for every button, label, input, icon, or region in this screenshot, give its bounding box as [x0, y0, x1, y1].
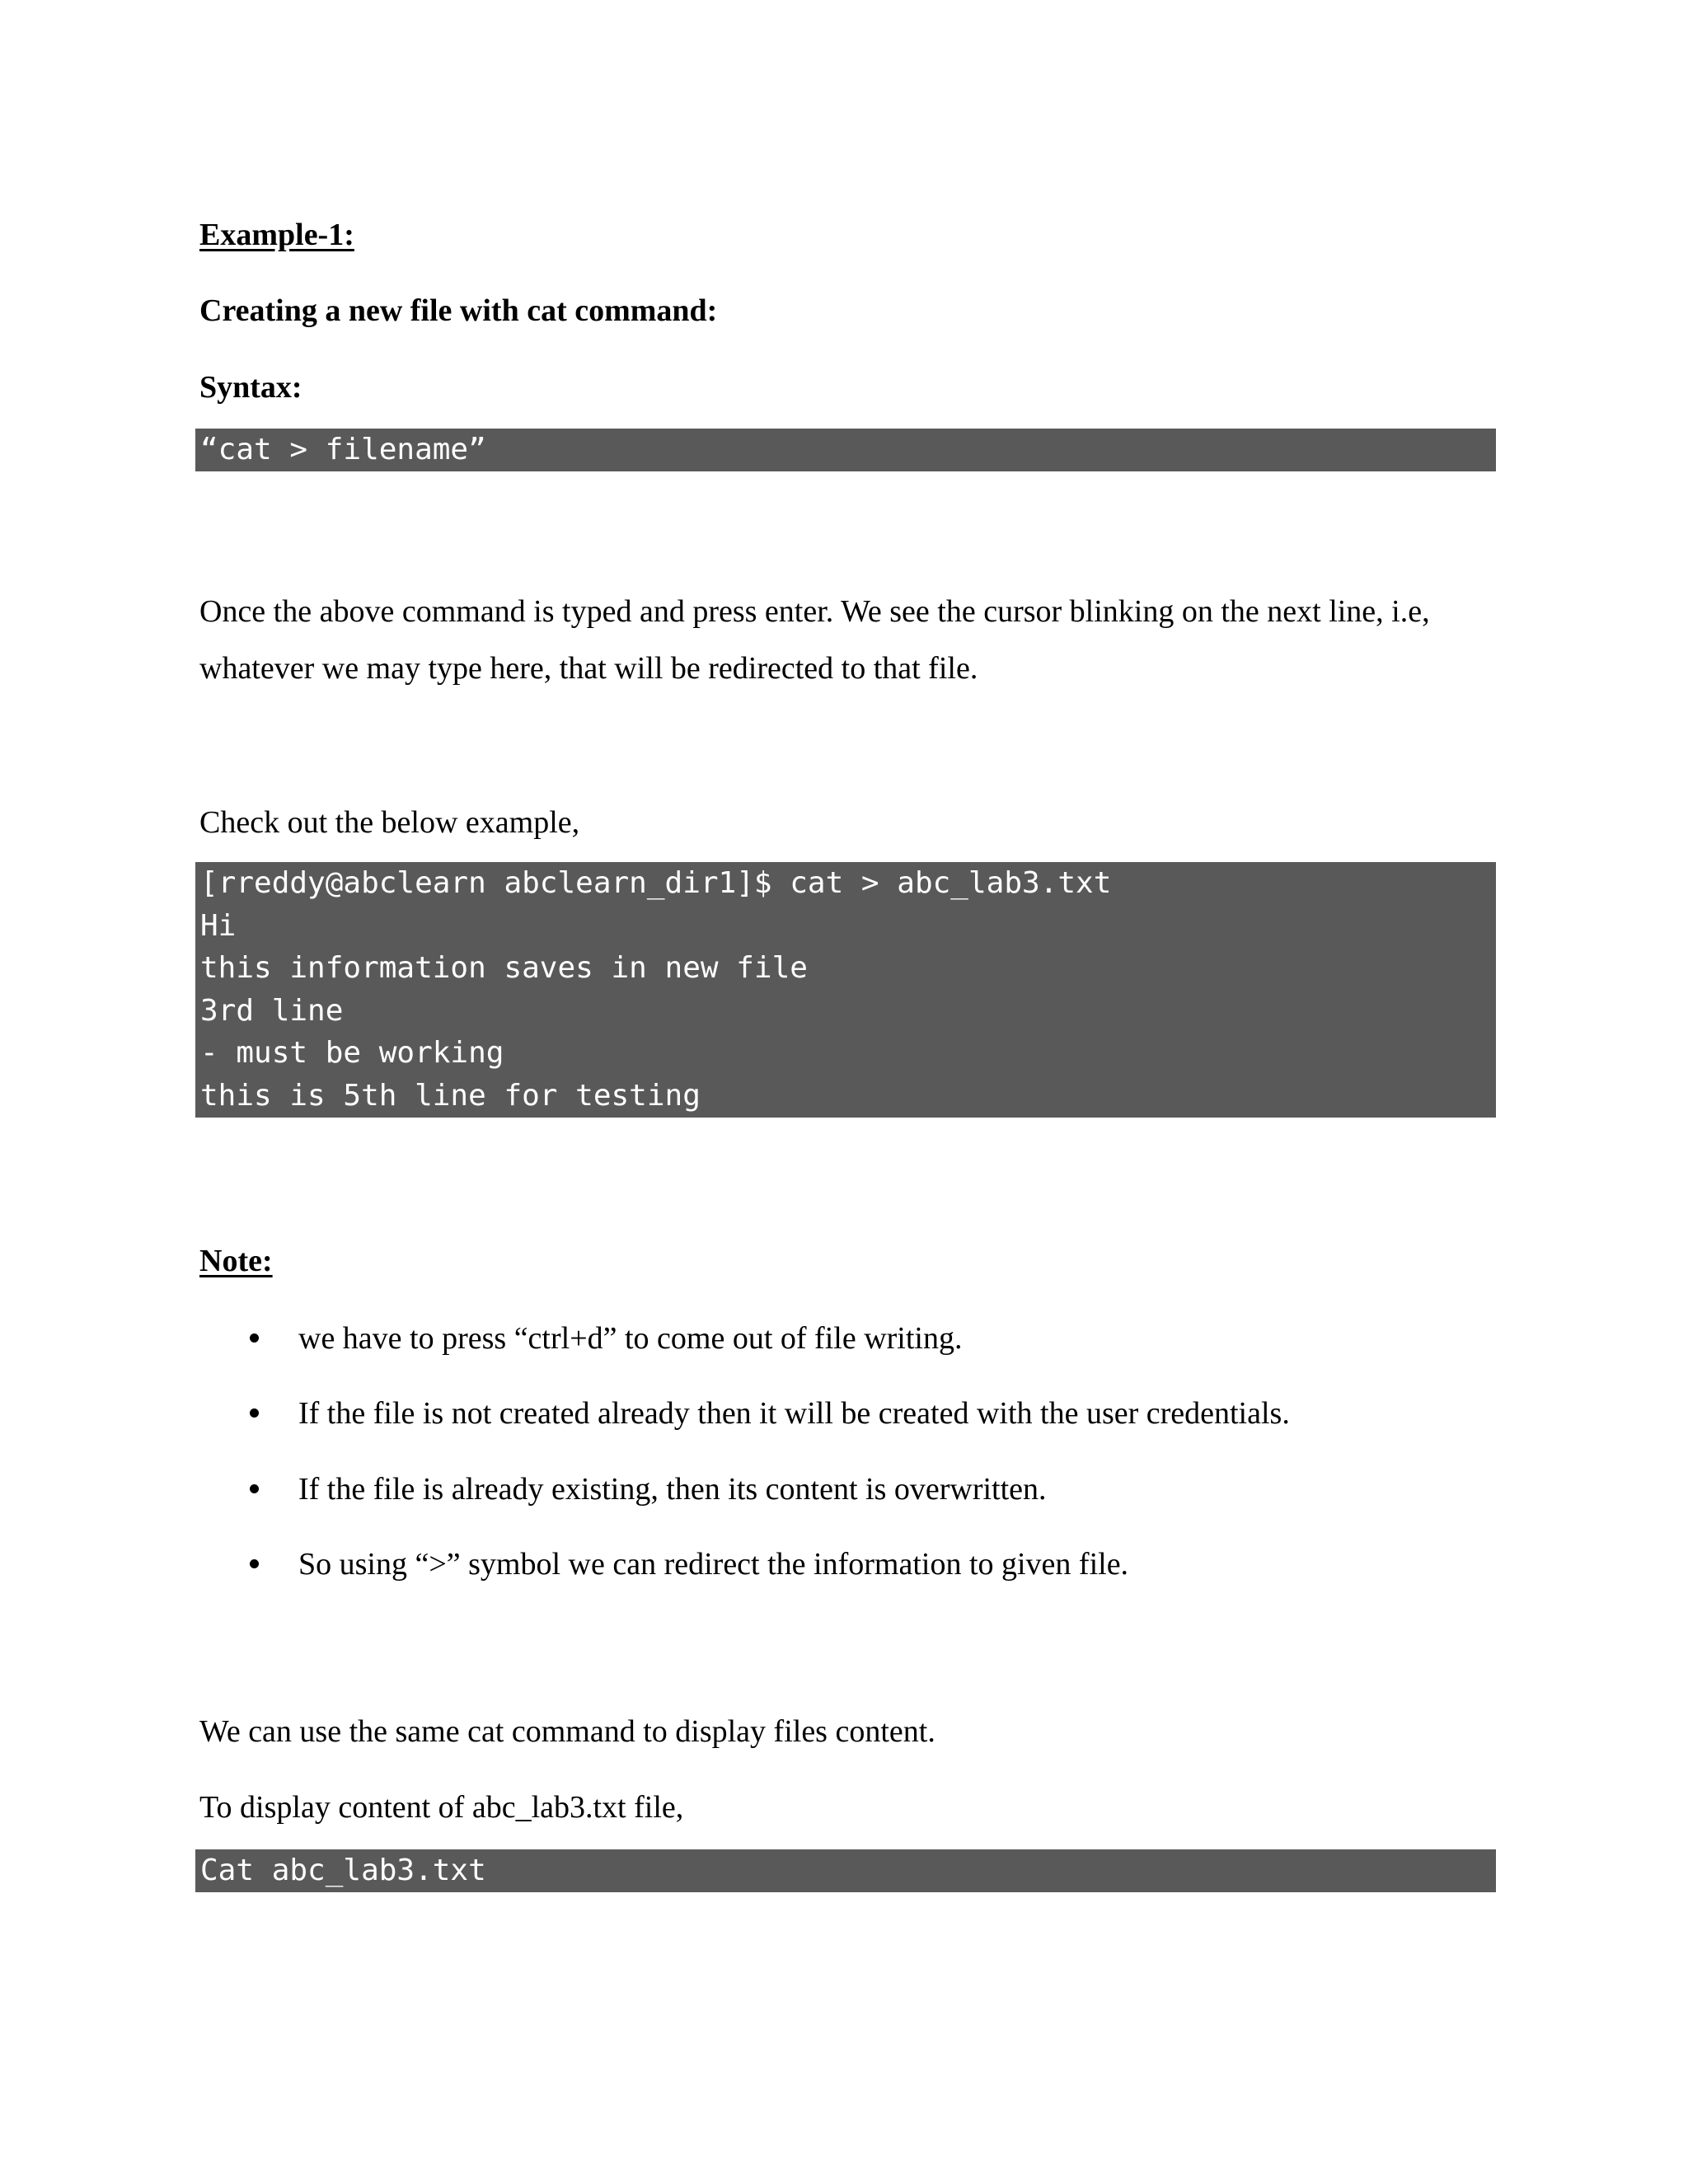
- note-text: If the file is not created already then it will be created with the user credentials.: [298, 1396, 1290, 1432]
- example-code-block: [195, 862, 1496, 1118]
- list-item: [199, 1317, 1502, 1392]
- list-item: [199, 1543, 1502, 1618]
- code-line: Hi: [200, 908, 237, 943]
- bullet-icon: [250, 1484, 259, 1493]
- syntax-label: Syntax:: [199, 370, 302, 405]
- section-title: Creating a new file with cat command:: [199, 293, 718, 328]
- bullet-icon: [250, 1559, 259, 1568]
- display-paragraph: We can use the same cat command to display files content.: [199, 1714, 935, 1749]
- list-item: [199, 1392, 1502, 1467]
- code-line: Cat abc_lab3.txt: [200, 1854, 486, 1887]
- note-text: we have to press “ctrl+d” to come out of file writing.: [298, 1321, 963, 1356]
- code-line: [rreddy@abclearn abclearn_dir1]$ cat > abc_lab3.txt: [200, 866, 1112, 900]
- code-line: 3rd line: [200, 993, 344, 1028]
- list-item: [199, 1468, 1502, 1543]
- code-line: - must be working: [200, 1036, 504, 1070]
- note-text: So using “>” symbol we can redirect the information to given file.: [298, 1546, 1129, 1582]
- code-line: “cat > filename”: [200, 433, 486, 466]
- notes-list: [199, 1317, 1502, 1618]
- code-line: this information saves in new file: [200, 951, 808, 985]
- display-intro: To display content of abc_lab3.txt file,: [199, 1790, 684, 1825]
- bullet-icon: [250, 1408, 259, 1418]
- example-intro: Check out the below example,: [199, 805, 580, 840]
- display-code-block: [195, 1849, 1496, 1892]
- code-line: this is 5th line for testing: [200, 1078, 701, 1113]
- intro-paragraph: Once the above command is typed and press enter. We see the cursor blinking on the next line, i.e, whatever we may type here, that will be redirected to that file.: [199, 594, 1430, 686]
- example-heading: Example-1:: [199, 218, 354, 252]
- bullet-icon: [250, 1333, 259, 1343]
- syntax-code-block: [195, 429, 1496, 471]
- note-heading: Note:: [199, 1244, 273, 1278]
- note-text: If the file is already existing, then its content is overwritten.: [298, 1471, 1047, 1507]
